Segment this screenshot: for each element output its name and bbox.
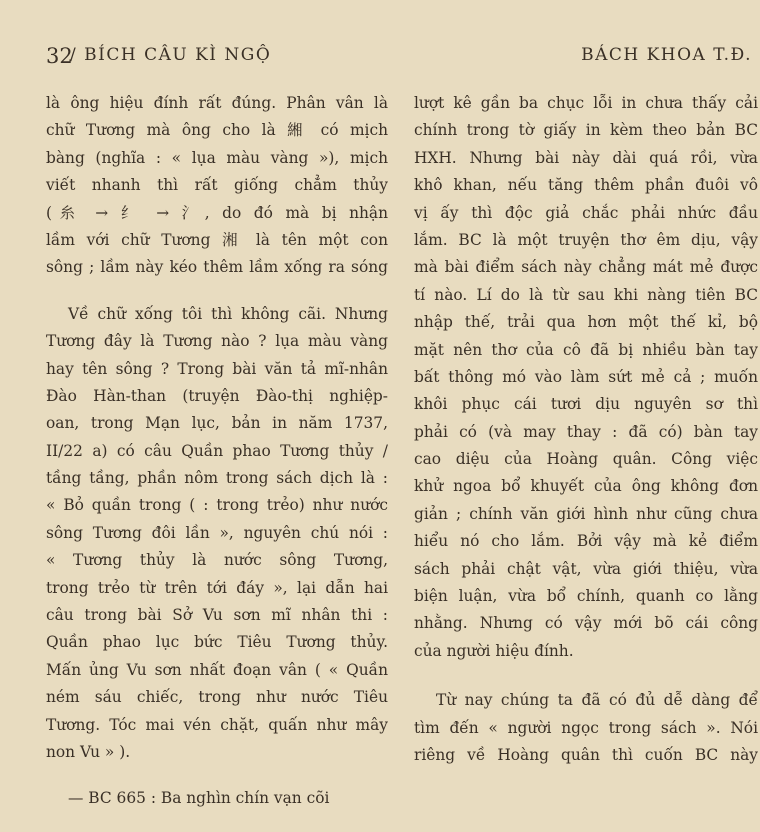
text-line: Đào Hàn-than (truyện Đào-thị nghiệp- <box>46 386 388 405</box>
text-line: chính trong tờ giấy in kèm theo bản BC <box>414 121 758 140</box>
text-line: — BC 665 : Ba nghìn chín vạn cõi <box>68 789 330 808</box>
text-line: khô khan, nếu tăng thêm phần đuôi vô <box>414 176 758 195</box>
text-line: « Tương thủy là nước sông Tương, <box>46 551 388 570</box>
text-line: riêng về Hoàng quân thì cuốn BC này <box>414 745 758 764</box>
text-line: tìm đến « người ngọc trong sách ». Nói <box>414 718 758 737</box>
text-line: mặt nên thơ của cô đã bị nhiều bàn tay <box>414 340 758 359</box>
text-line: biện luận, vừa bổ chính, quanh co lằng <box>414 587 758 606</box>
text-line: khôi phục cái tươi dịu nguyên sơ thì <box>414 395 758 414</box>
left-paragraph-3 <box>46 785 388 812</box>
left-column <box>46 90 388 813</box>
paragraph-gap <box>46 766 388 785</box>
text-line: Mấn ủng Vu sơn nhất đoạn vân ( « Quần <box>46 660 388 679</box>
text-line: khử ngoa bổ khuyết của ông không đơn <box>414 477 758 496</box>
text-line: HXH. Nhưng bài này dài quá rồi, vừa <box>414 148 758 167</box>
text-line: bất thông mó vào làm sứt mẻ cả ; muốn <box>414 367 758 386</box>
page-number: 32 <box>46 44 73 68</box>
text-line: sách phải chật vật, vừa giới thiệu, vừa <box>414 559 758 578</box>
text-line: nhằng. Nhưng có vậy mới bõ cái công <box>414 614 758 633</box>
text-line: nhập thế, trải qua hơn một thế kỉ, bộ <box>414 313 758 332</box>
text-line: chữ Tương mà ông cho là 緗 có mịch <box>46 121 388 140</box>
text-line: phải có (và may thay : đã có) bàn tay <box>414 422 758 441</box>
left-paragraph-1 <box>46 90 388 282</box>
text-line: của người hiệu đính. <box>414 641 574 660</box>
text-line: cao diệu của Hoàng quân. Công việc <box>414 450 758 469</box>
text-line: tầng tầng, phần nôm trong sách dịch là : <box>46 469 388 488</box>
text-line: « Bỏ quần trong ( : trong trẻo) như nước <box>46 496 388 515</box>
paragraph-gap <box>414 665 758 687</box>
text-line: lầm với chữ Tương 湘 là tên một con <box>46 230 388 249</box>
text-line: sông Tương đôi lần », nguyên chú nói : <box>46 523 388 542</box>
text-line: bàng (nghĩa : « lụa màu vàng »), mịch <box>46 148 388 167</box>
journal-title: BÁCH KHOA T.Đ. <box>581 45 752 65</box>
text-line: giản ; chính văn giới hình như cũng chưa <box>414 504 758 523</box>
text-line: câu trong bài Sở Vu sơn mĩ nhân thi : <box>46 606 388 625</box>
text-line: tí nào. Lí do là từ sau khi nàng tiên BC <box>414 285 758 304</box>
text-line: ném sáu chiếc, trong như nước Tiêu <box>46 688 388 707</box>
page-header <box>0 0 760 80</box>
right-paragraph-1 <box>414 90 758 665</box>
text-line: vị ấy thì độc giả chắc phải nhức đầu <box>414 203 758 222</box>
text-line: là ông hiệu đính rất đúng. Phân vân là <box>46 94 388 112</box>
text-line: mà bài điểm sách này chẳng mát mẻ được <box>414 258 758 277</box>
text-line: Về chữ xống tôi thì không cãi. Nhưng <box>68 304 388 323</box>
text-line: oan, trong Mạn lục, bản in năm 1737, <box>46 414 388 433</box>
text-line: sông ; lầm này kéo thêm lầm xống ra sóng <box>46 258 388 277</box>
text-line: Từ nay chúng ta đã có đủ dễ dàng để <box>436 691 758 710</box>
text-line: hay tên sông ? Trong bài văn tả mĩ-nhân <box>46 359 388 378</box>
text-line: (糸 → 纟 → 氵, do đó mà bị nhận <box>46 203 388 222</box>
text-line: Tương đây là Tương nào ? lụa màu vàng <box>46 332 388 351</box>
left-paragraph-2 <box>46 301 388 767</box>
text-line: II/22 a) có câu Quần phao Tương thủy / <box>46 441 388 460</box>
running-title: / BÍCH CÂU KÌ NGỘ <box>70 45 272 65</box>
paragraph-gap <box>46 282 388 301</box>
right-paragraph-2 <box>414 687 758 769</box>
right-column <box>414 90 758 769</box>
text-line: Quần phao lục bức Tiêu Tương thủy. <box>46 633 388 652</box>
text-line: Tương. Tóc mai vén chặt, quấn như mây <box>46 715 388 734</box>
text-line: viết nhanh thì rất giống chẳm thủy <box>46 176 388 195</box>
text-line: trong trẻo từ trên tới đáy », lại dẫn hai <box>46 578 388 597</box>
text-line: lượt kê gần ba chục lỗi in chưa thấy cải <box>414 94 758 112</box>
text-line: non Vu » ). <box>46 742 131 761</box>
text-line: lắm. BC là một truyện thơ êm dịu, vậy <box>414 230 758 249</box>
text-line: hiểu nó cho lắm. Bởi vậy mà kẻ điểm <box>414 532 758 551</box>
